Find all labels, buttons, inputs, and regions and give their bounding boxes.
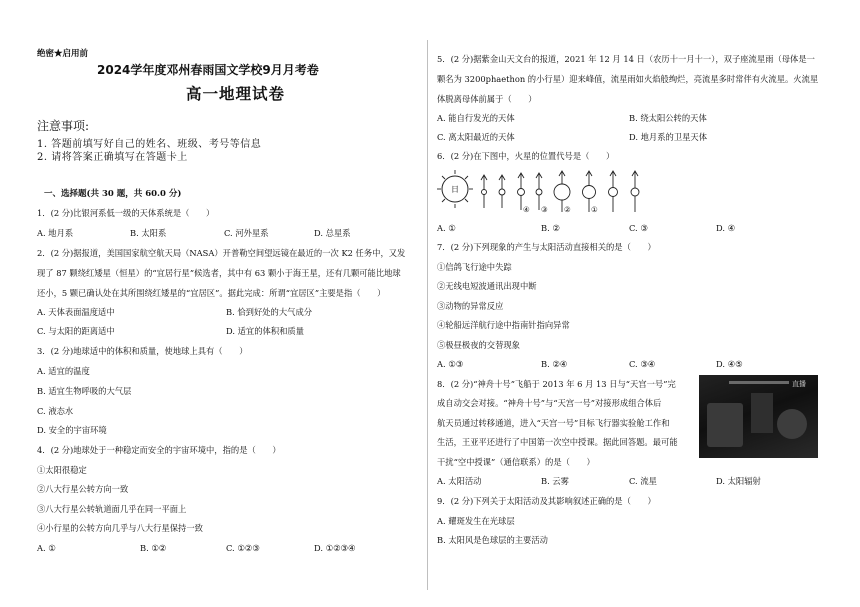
option-c: C. ③ bbox=[629, 223, 648, 233]
question-stem: 还小，5 颗已确认处在其所围绕红矮星的“宜居区”。据此完成：所谓“宜居区”主要是指（ ） bbox=[37, 288, 386, 298]
statement-item: ①信鸽飞行途中失踪 bbox=[437, 262, 512, 272]
statement-item: ④小行星的公转方向几乎与八大行星保持一致 bbox=[37, 523, 203, 533]
option-c: C. 河外星系 bbox=[224, 228, 269, 238]
notice-item: 2. 请将答案正确填写在答题卡上 bbox=[37, 152, 188, 163]
question-stem: 体脱离母体前属于（ ） bbox=[437, 94, 537, 104]
option-b: B. 太阳风是色球层的主要活动 bbox=[437, 535, 548, 545]
statement-item: ③八大行星公转轨道面几乎在同一平面上 bbox=[37, 504, 187, 514]
option-d: D. 适宜的体积和质量 bbox=[226, 326, 305, 336]
planet-label-4: ④ bbox=[523, 205, 530, 214]
option-d: D. ④ bbox=[716, 223, 736, 233]
statement-item: ③动物的异常反应 bbox=[437, 301, 504, 311]
option-a: A. 能自行发光的天体 bbox=[437, 113, 515, 123]
notice-heading: 注意事项: bbox=[37, 119, 90, 133]
question-stem: 6．(2 分)在下图中，火星的位置代号是（ ） bbox=[437, 151, 615, 161]
question-stem: 生活，王亚平还进行了中国第一次空中授课。据此回答题。最可能 bbox=[437, 437, 678, 447]
option-b: B. 太阳系 bbox=[130, 228, 167, 238]
section-heading: 一、选择题(共 30 题，共 60.0 分) bbox=[44, 189, 182, 199]
option-a: A. 太阳活动 bbox=[437, 476, 482, 486]
option-c: C. ③④ bbox=[629, 359, 656, 369]
question-stem: 5．(2 分)据紫金山天文台的报道，2021 年 12 月 14 日（农历十一月十一），双子座流星雨（母体是一 bbox=[437, 54, 815, 64]
option-b: B. ② bbox=[541, 223, 560, 233]
option-a: A. 适宜的温度 bbox=[37, 366, 90, 376]
question-stem: 1．(2 分)比银河系低一级的天体系统是（ ） bbox=[37, 208, 215, 218]
statement-item: ⑤极昼极夜的交替现象 bbox=[437, 340, 520, 350]
notice-item: 1. 答题前填写好自己的姓名、班级、考号等信息 bbox=[37, 139, 262, 150]
exam-title: 2024学年度邓州春雨国文学校9月月考卷 bbox=[97, 63, 319, 77]
question-stem: 7．(2 分)下列现象的产生与太阳活动直接相关的是（ ） bbox=[437, 242, 656, 252]
option-d: D. 太阳辐射 bbox=[716, 476, 761, 486]
question-stem: 9．(2 分)下列关于太阳活动及其影响叙述正确的是（ ） bbox=[437, 496, 656, 506]
photo-caption: 直播 bbox=[792, 380, 806, 388]
question-stem: 4．(2 分)地球处于一种稳定而安全的宇宙环境中，指的是（ ） bbox=[37, 445, 281, 455]
option-d: D. ①②③④ bbox=[314, 543, 356, 553]
option-b: B. 适宜生物呼吸的大气层 bbox=[37, 386, 132, 396]
option-c: C. 流星 bbox=[629, 476, 657, 486]
option-c: C. 与太阳的距离适中 bbox=[37, 326, 115, 336]
question-stem: 8．(2 分)“神舟十号”飞船于 2013 年 6 月 13 日与“天宫一号”完 bbox=[437, 379, 676, 389]
question-stem: 3．(2 分)地球适中的体积和质量，使地球上具有（ ） bbox=[37, 346, 248, 356]
secret-label: 绝密★启用前 bbox=[37, 49, 89, 59]
option-a: A. ① bbox=[437, 223, 456, 233]
statement-item: ①太阳很稳定 bbox=[37, 465, 87, 475]
solar-system-figure bbox=[437, 166, 647, 218]
subject-title: 高一地理试卷 bbox=[186, 84, 286, 103]
planet-label-3: ③ bbox=[541, 205, 548, 214]
option-d: D. ④⑤ bbox=[716, 359, 743, 369]
option-a: A. 耀斑发生在光球层 bbox=[437, 516, 515, 526]
option-b: B. 云雾 bbox=[541, 476, 569, 486]
column-divider bbox=[427, 40, 428, 590]
statement-item: ②八大行星公转方向一致 bbox=[37, 484, 129, 494]
option-d: D. 地月系的卫星天体 bbox=[629, 132, 708, 142]
question-stem: 航天员通过转移通道，进入“天宫一号”目标飞行器实验舱工作和 bbox=[437, 418, 670, 428]
option-a: A. ①③ bbox=[437, 359, 464, 369]
question-stem: 现了 87 颗绕红矮星（恒星）的“宜居行星”候选者，其中有 63 颗小于海王星，还有几颗可能比地球 bbox=[37, 268, 401, 278]
planet-label-2: ② bbox=[564, 205, 571, 214]
option-b: B. 恰到好处的大气成分 bbox=[226, 307, 313, 317]
question-stem: 成自动交会对接。“神舟十号”与“天宫一号”对接形成组合体后 bbox=[437, 398, 662, 408]
statement-item: ②无线电短波通讯出现中断 bbox=[437, 281, 537, 291]
question-stem: 干扰“空中授课”（通信联系）的是（ ） bbox=[437, 457, 595, 467]
option-d: D. 安全的宇宙环境 bbox=[37, 425, 107, 435]
space-lecture-photo bbox=[699, 375, 818, 458]
statement-item: ④轮船远洋航行途中指南针指向异常 bbox=[437, 320, 570, 330]
option-d: D. 总星系 bbox=[314, 228, 351, 238]
option-b: B. ①② bbox=[140, 543, 167, 553]
option-b: B. 绕太阳公转的天体 bbox=[629, 113, 707, 123]
question-stem: 颗名为 3200phaethon 的小行星）迎来峰值，流星雨如火焰般绚烂，亮流星多时常伴有火流星。火流星 bbox=[437, 74, 819, 84]
question-stem: 2．(2 分)据报道，美国国家航空航天局（NASA）开普勒空间望远镜在最近的一次 K2 任务中，又发 bbox=[37, 248, 406, 258]
sun-label: 日 bbox=[451, 185, 459, 194]
option-a: A. ① bbox=[37, 543, 56, 553]
option-a: A. 天体表面温度适中 bbox=[37, 307, 115, 317]
option-b: B. ②④ bbox=[541, 359, 568, 369]
option-a: A. 地月系 bbox=[37, 228, 74, 238]
option-c: C. ①②③ bbox=[226, 543, 260, 553]
option-c: C. 液态水 bbox=[37, 406, 74, 416]
option-c: C. 离太阳最近的天体 bbox=[437, 132, 515, 142]
planet-label-1: ① bbox=[591, 205, 598, 214]
